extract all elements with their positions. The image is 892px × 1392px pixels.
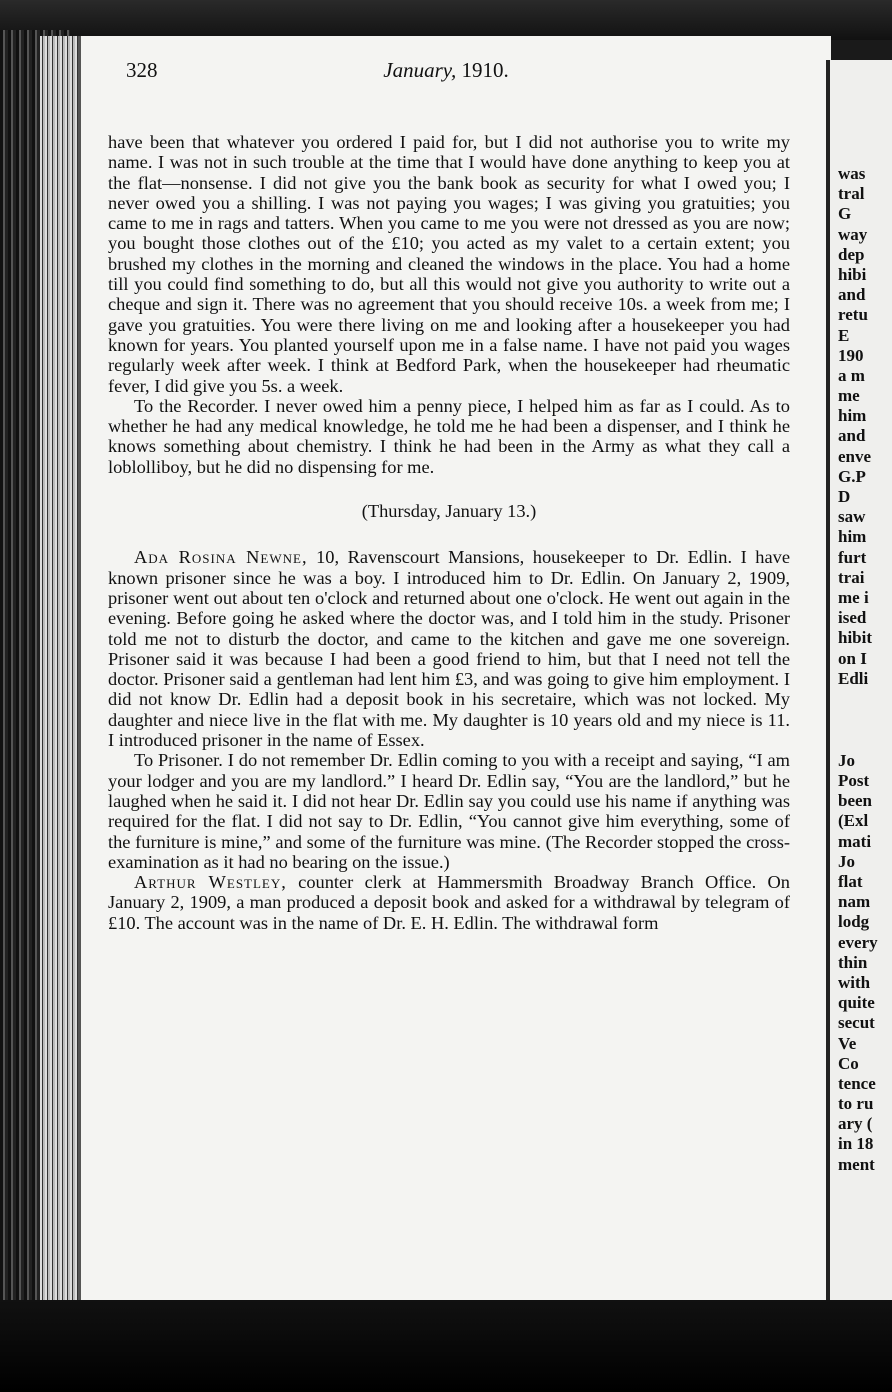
right-page-text [838, 164, 892, 1175]
right-page-line: E [838, 325, 850, 345]
running-head-year: 1910. [456, 58, 509, 82]
right-page-line: been [838, 791, 872, 811]
right-page [826, 60, 892, 1300]
right-page-line: hibi [838, 264, 867, 284]
right-page-gap [838, 689, 892, 751]
date-subheading: (Thursday, January 13.) [361, 501, 537, 522]
right-page-line: hibit [838, 628, 873, 648]
right-page-line: tence [838, 1073, 876, 1093]
right-page-line: D [838, 487, 851, 506]
paragraph-testimony-continued: have been that whatever you ordered I paid for, but I did not authorise you to write my name. I was not in such trouble at the time that I would have done anything to keep you at the flat—nonsense. I did not give you the bank book as security for what I owed you; I never owed you a shilling. I was not paying you wages; I was giving you gratuities; you came to me in rags and tatters. When you came to me you were not dressed as you are now; you bought those clothes out of the £10; you acted as my valet to a certain extent; you brushed my clothes in the morning and cleaned the windows in the place. You had a home till you could find something to do, but all this would not give you authority to write out a cheque and sign it. There was no agreement that you should receive 10s. a week from me; I gave you gratuities. You were there living on me and looking after a housekeeper you had known for years. You planted yourself upon me in a false name. I have not paid you wages regularly week after week. I think at Bedford Park, when the housekeeper had rheumatic fever, I did give you 5s. a week. [108, 132, 790, 396]
right-page-line: Jo [838, 750, 855, 770]
right-page-line: G.P [838, 466, 866, 486]
paragraph-witness-westley [108, 872, 790, 933]
right-page-line: every [838, 932, 878, 952]
right-page-line: me [838, 386, 860, 406]
right-page-line: ised [838, 608, 867, 628]
scan-background-top [0, 0, 892, 40]
right-page-line: tral [838, 184, 865, 204]
right-page-line: was [838, 164, 866, 183]
paragraph-witness-newne [108, 547, 790, 750]
right-page-line: on I [838, 648, 867, 668]
witness-name: Arthur Westley, [134, 872, 287, 893]
right-page-line: flat [838, 872, 863, 891]
right-page-line: him [838, 406, 867, 426]
right-page-line: Co [838, 1053, 859, 1073]
right-page-line: dep [838, 244, 865, 264]
right-page-line: and [838, 285, 866, 305]
right-page-line: a m [838, 365, 865, 385]
right-page-line: retu [838, 305, 868, 325]
right-page-line: Edli [838, 668, 869, 688]
scan-background-bottom [0, 1300, 892, 1392]
running-head-month: January, [383, 58, 457, 82]
page-header [126, 58, 766, 88]
right-page-line: quite [838, 993, 875, 1013]
right-page-line: thin [838, 952, 868, 972]
right-page-line: enve [838, 446, 872, 466]
right-page-line: 190 [838, 345, 864, 365]
paragraph-to-recorder: To the Recorder. I never owed him a penny piece, I helped him as far as I could. As to whether he had any medical knowledge, he told me he had been a dispenser, and I think he knows something about chemistry. I think he had been in the Army as what they call a loblolliboy, but he did no dispensing for me. [108, 395, 790, 477]
page-edges [40, 36, 80, 1316]
body-text [108, 132, 790, 933]
right-page-line: Post [838, 771, 870, 791]
paragraph-to-prisoner: To Prisoner. I do not remember Dr. Edlin coming to you with a receipt and saying, “I am your lodger and you are my landlord.” I heard Dr. Edlin say, “You are the landlord,” but he laughed when he said it. I did not hear Dr. Edlin say you could use his name if anything was required for the flat. I did not say to Dr. Edlin, “You cannot give him everything, some of the furniture is mine,” and some of the furniture was mine. (The Recorder stopped the cross-examination as it had no bearing on the issue.) [108, 750, 790, 872]
right-page-line: him [838, 527, 867, 547]
right-page-line: Ve [838, 1033, 857, 1053]
witness-testimony: 10, Ravenscourt Mansions, housekeeper to Dr. Edlin. I have known prisoner since he was a boy. I introduced him to Dr. Edlin. On January 2, 1909, prisoner went out about ten o'clock and returned about one o'clock. He went out again in the evening. Before going he asked where the doctor was, and I told him in the study. Prisoner told me not to disturb the doctor, and came to the kitchen and gave me one sovereign. Prisoner said it was because I had been a good friend to him, but that I need not tell the doctor. Prisoner said a gentleman had lent him £3, and was going to give him employment. I did not know Dr. Edlin had a deposit book in his secretaire, which was not locked. My daughter and niece live in the flat with me. My daughter is 10 years old and my niece is 11. I introduced prisoner in the name of Essex. [108, 547, 790, 751]
right-page-line: furt [838, 547, 867, 567]
right-page-line: ment [838, 1154, 875, 1174]
right-page-line: lodg [838, 912, 870, 932]
right-page-line: way [838, 224, 868, 244]
right-page-line: G [838, 204, 852, 224]
right-page-line: secut [838, 1013, 875, 1033]
right-page-line: mati [838, 831, 872, 851]
running-head [126, 58, 766, 83]
right-page-line: to ru [838, 1094, 874, 1114]
right-page-line: in 18 [838, 1134, 874, 1154]
page-number: 328 [126, 58, 158, 82]
witness-name: Ada Rosina Newne, [134, 547, 308, 568]
right-page-line: (Exl [838, 811, 869, 831]
right-page-line: trai [838, 567, 865, 587]
right-page-line: me i [838, 587, 869, 607]
witness-testimony: counter clerk at Hammersmith Broadway Branch Office. On January 2, 1909, a man produced a deposit book and asked for a withdrawal by telegram of £10. The account was in the name of Dr. E. H. Edlin. The withdrawal form [108, 872, 790, 933]
right-page-line: nam [838, 892, 871, 912]
right-page-line: ary ( [838, 1114, 873, 1134]
right-page-line: and [838, 426, 866, 446]
right-page-line: Jo [838, 851, 855, 871]
right-page-line: saw [838, 507, 866, 527]
right-page-line: with [838, 972, 871, 992]
